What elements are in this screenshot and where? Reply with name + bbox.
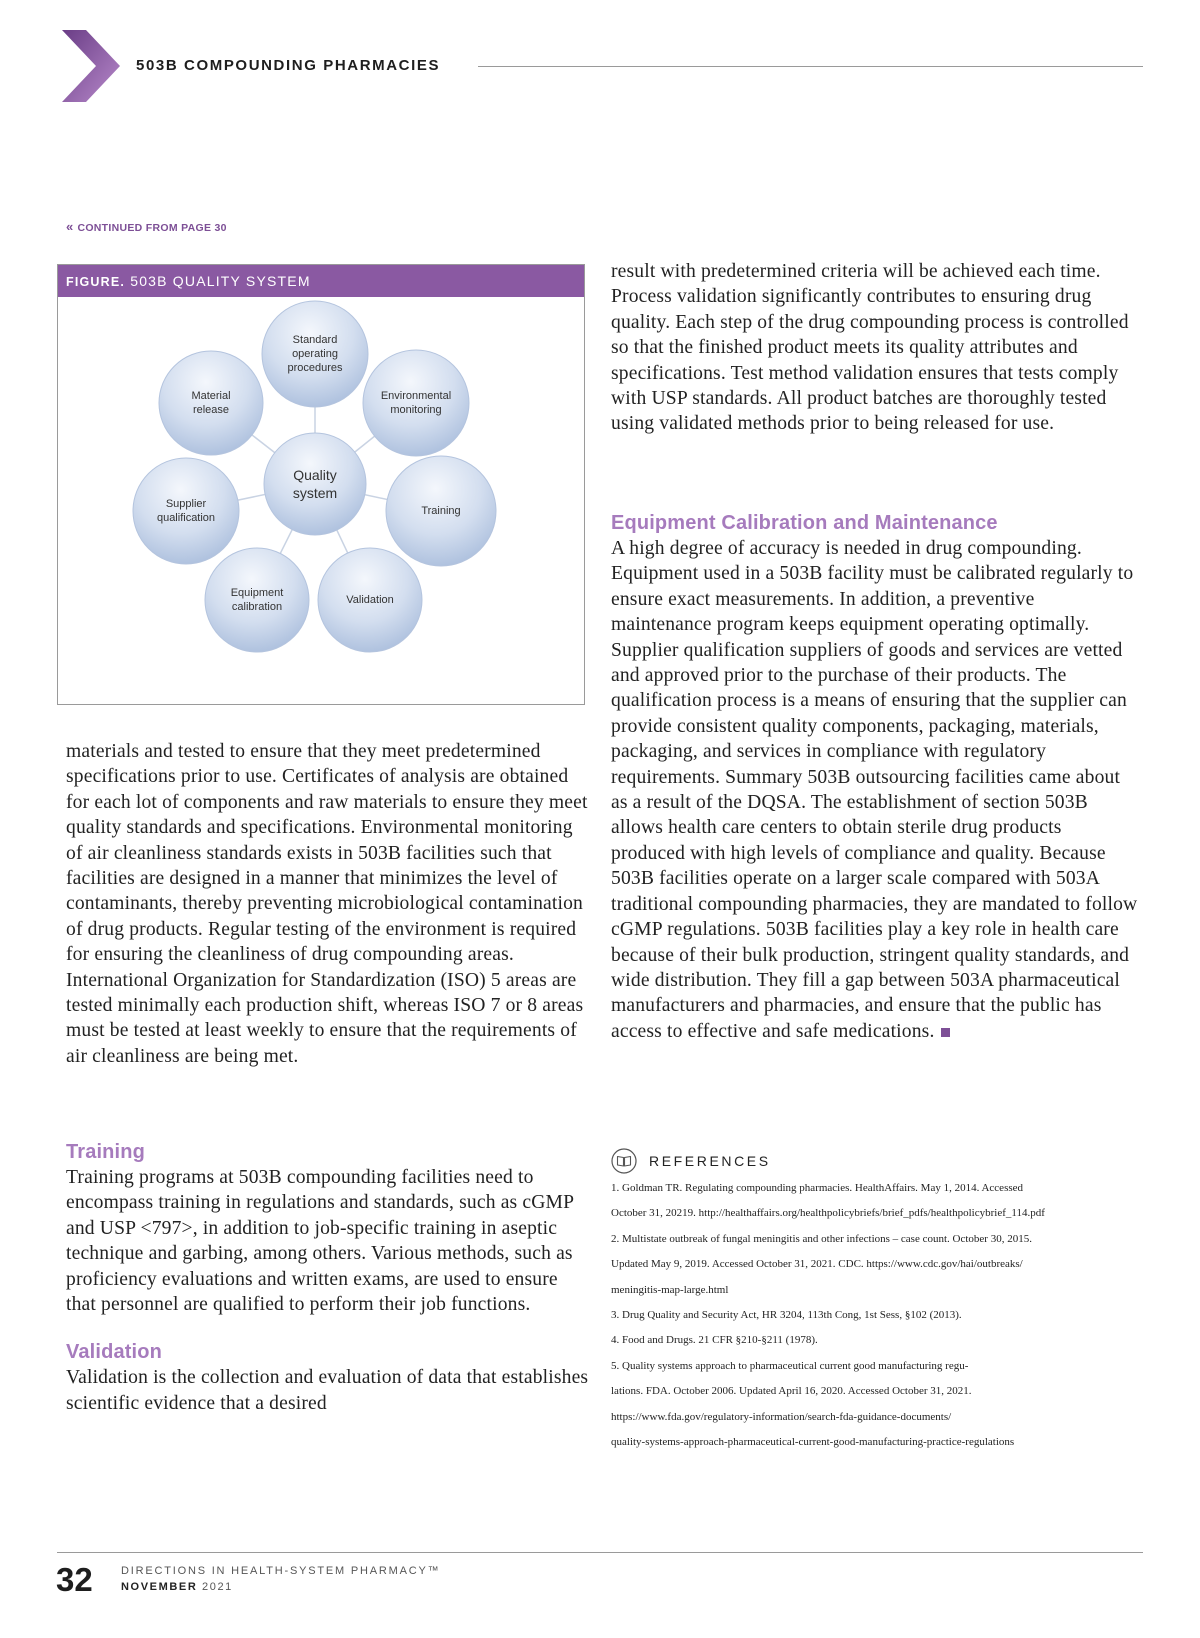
reference-line: https://www.fda.gov/regulatory-information/search-fda-guidance-documents/: [611, 1410, 952, 1423]
figure-title: 503B QUALITY SYSTEM: [130, 273, 311, 289]
reference-line: 4. Food and Drugs. 21 CFR §210-§211 (1978).: [611, 1334, 818, 1347]
reference-line: 3. Drug Quality and Security Act, HR 3204, 113th Cong, 1st Sess, §102 (2013).: [611, 1309, 962, 1322]
publication-name: DIRECTIONS IN HEALTH-SYSTEM PHARMACY™: [121, 1565, 441, 1577]
right-column-section: [611, 510, 1139, 1044]
validation-paragraph: Validation is the collection and evaluation of data that establishes scientific evidence that a desired: [66, 1367, 589, 1414]
right-column-intro: [611, 259, 1139, 437]
reference-line: lations. FDA. October 2006. Updated April 16, 2020. Accessed October 31, 2021.: [611, 1385, 972, 1398]
publication-month: NOVEMBER: [121, 1581, 198, 1593]
body-paragraph: materials and tested to ensure that they meet predetermined specifications prior to use. Certificates of analysis are obtained for each lot of components and raw materials to ensure they meet quality standards and specifications. Environmental monitoring of air cleanliness standards exists in 503B facilities such that facilities are designed in a manner that minimizes the level of contaminants, thereby preventing microbiological contamination of drug products. Regular testing of the environment is required for ensuring the cleanliness of drug compounding areas. International Organization for Standardization (ISO) 5 areas are tested minimally each production shift, whereas ISO 7 or 8 areas must be tested at least weekly to ensure that the requirements of air cleanliness are being met.: [66, 741, 588, 1067]
reference-line: 2. Multistate outbreak of fungal meningitis and other infections – case count. October 30, 2015.: [611, 1232, 1032, 1245]
references-title: REFERENCES: [649, 1153, 771, 1169]
reference-line: 5. Quality systems approach to pharmaceutical current good manufacturing regu-: [611, 1359, 969, 1372]
reference-line: meningitis-map-large.html: [611, 1283, 729, 1296]
section-title: 503B COMPOUNDING PHARMACIES: [136, 57, 441, 74]
book-icon: [611, 1148, 637, 1174]
reference-line: October 31, 20219. http://healthaffairs.org/healthpolicybriefs/brief_pdfs/healthpolicybrief_114.pdf: [611, 1207, 1045, 1220]
training-paragraph: Training programs at 503B compounding facilities need to encompass training in regulations and standards, such as cGMP and USP <797>, in addition to job-specific training in aseptic technique and garbing, among others. Various methods, such as proficiency evaluations and written exams, are used to ensure that personnel are qualified to perform their job functions.: [66, 1167, 574, 1316]
node-label-environmental-monitoring: Environmental monitoring: [380, 390, 452, 416]
training-heading: Training: [66, 1141, 145, 1163]
left-column-intro: [66, 739, 592, 1069]
node-label-training: Training: [421, 505, 461, 517]
equipment-heading: Equipment Calibration and Maintenance: [611, 512, 998, 534]
figure-label: FIGURE.: [66, 275, 126, 289]
reference-line: quality-systems-approach-pharmaceutical-current-good-manufacturing-practice-regulations: [611, 1436, 1015, 1449]
reference-line: Updated May 9, 2019. Accessed October 31, 2021. CDC. https://www.cdc.gov/hai/outbreaks/: [611, 1258, 1023, 1271]
node-label-validation: Validation: [346, 594, 394, 606]
equipment-paragraph-wrap: [611, 536, 1139, 1044]
node-label-equipment-calibration: Equipment calibration: [230, 587, 284, 613]
node-label-material-release: Material release: [191, 390, 231, 416]
chevron-logo-icon: [62, 30, 120, 102]
figure-title-bar: [58, 265, 584, 297]
validation-heading: Validation: [66, 1341, 162, 1364]
header-rule: [478, 66, 1143, 67]
left-column-sections: [66, 1139, 592, 1416]
body-paragraph: result with predetermined criteria will be achieved each time. Process validation significantly contributes to ensuring drug quality. Each step of the drug compounding process is controlled so that the finished product meets its quality attributes and specifications. Test method validation ensures that tests comply with USP standards. All product batches are thoroughly tested using validated methods prior to being released for use.: [611, 261, 1129, 435]
reference-line: 1. Goldman TR. Regulating compounding pharmacies. HealthAffairs. May 1, 2014. Accessed: [611, 1182, 1024, 1194]
references-list: [611, 1176, 1146, 1455]
double-chevron-left-icon: «: [66, 219, 74, 234]
publication-year: 2021: [202, 1581, 233, 1593]
end-of-article-mark: [941, 1028, 950, 1037]
node-label-supplier-qualification: Supplier qualification: [156, 498, 216, 524]
equipment-paragraph: A high degree of accuracy is needed in drug compounding. Equipment used in a 503B facility must be calibrated regularly to ensure exact measurements. In addition, a preventive maintenance program keeps equipment operating optimally. Supplier qualification suppliers of goods and services are vetted and approved prior to the purchase of their products. The qualification process is a means of ensuring that the supplier can provide consistent quality components, packaging, materials, packaging, and services in compliance with regulatory requirements. Summary 503B outsourcing facilities came about as a result of the DQSA. The establishment of section 503B allows health care centers to obtain sterile drug products produced with high levels of compliance and quality. Because 503B facilities operate on a larger scale compared with 503A traditional compounding pharmacies, they are mandated to follow cGMP regulations. 503B facilities play a key role in health care because of their bulk production, stringent quality standards, and wide distribution. They fill a gap between 503A pharmaceutical manufacturers and pharmacies, and ensure that the public has access to effective and safe medications.: [611, 538, 1138, 1042]
quality-system-figure: [57, 264, 585, 705]
page-number: 32: [56, 1561, 93, 1598]
node-label-standard-operating-procedures: Standard operating procedures: [287, 334, 343, 374]
continued-note: [66, 219, 227, 234]
continued-text: CONTINUED FROM PAGE 30: [77, 222, 227, 234]
publication-date: [121, 1581, 233, 1593]
quality-system-diagram: [58, 297, 584, 704]
node-label-quality-system: Quality system: [292, 467, 338, 501]
footer-rule: [57, 1552, 1143, 1553]
